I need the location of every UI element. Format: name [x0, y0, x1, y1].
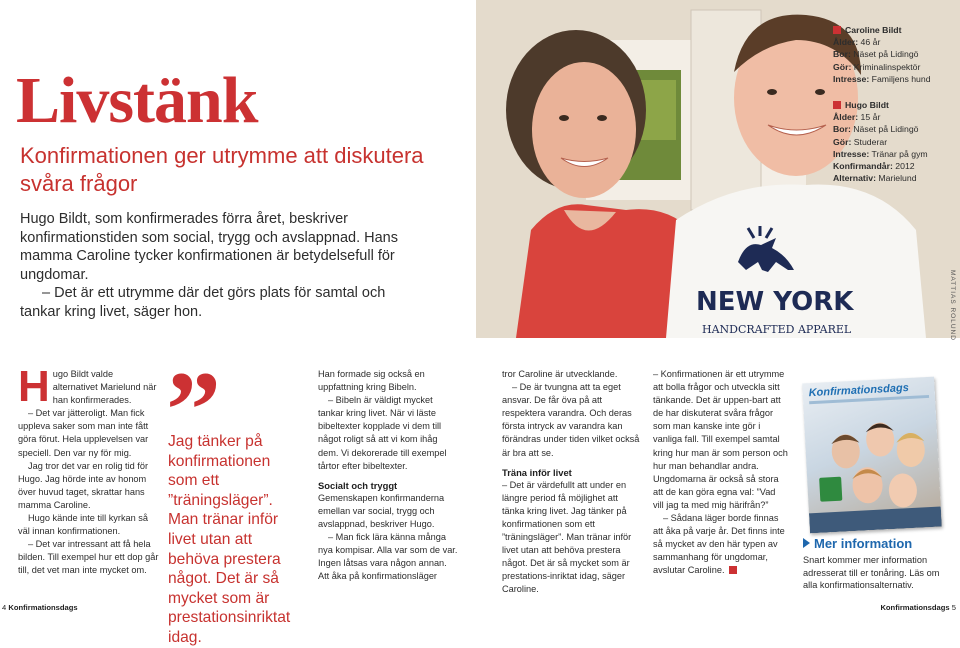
- subtitle: Konfirmationen ger utrymme att diskutera svåra frågor: [20, 143, 424, 196]
- article-paragraph: – Konfirmationen är ett utrymme att bolla frågor och utveckla sitt tänkande. Det är uppen-bart att de har diskuterat svåra frågor som man kanske inte gör i vanliga fall. Till exempel samtal kring hur man är som person och hur man behandlar andra. Ungdomarna är också så stora att de kan göra egna val: ”Vad vill jag ta med mig härifrån?”: [653, 369, 788, 510]
- more-info-heading: Mer information: [803, 536, 955, 552]
- article-paragraph: – Sådana läger borde finnas att åka på varje år. Det finns inte så mycket av den här typen av sammanhang för ungdomar, avslutar Caroline.: [653, 513, 785, 576]
- square-bullet-icon: [833, 101, 841, 109]
- fact-row: Gör: Kriminalinspektör: [833, 61, 921, 72]
- quote-mark-icon: [166, 370, 303, 426]
- article-paragraph: Han formade sig också en uppfattning kring Bibeln.: [318, 369, 425, 393]
- fact-row: Gör: Studerar: [833, 136, 888, 147]
- fact-row: Alternativ: Marielund: [833, 173, 917, 184]
- footer-label: Konfirmationsdags: [8, 603, 78, 612]
- footer-label: Konfirmationsdags: [880, 603, 950, 612]
- fact-row: Ålder: 15 år: [833, 112, 881, 123]
- article-column-3: [502, 368, 642, 597]
- magazine-cover-image: [802, 377, 942, 534]
- fact-row: Bor: Näset på Lidingö: [833, 49, 919, 60]
- shirt-text: NEW YORK: [696, 287, 854, 317]
- section-heading: Träna inför livet: [502, 466, 572, 478]
- more-info-box: [803, 536, 955, 592]
- article-paragraph: – De är tvungna att ta eget ansvar. De får öva på att respektera varandra. Och deras första intryck av varandra kan förändras under tiden vilket också är bra att se.: [502, 382, 640, 458]
- lead-quote: – Det är ett utrymme där det görs plats för samtal och tankar kring livet, säger hon.: [20, 285, 386, 320]
- article-column-1: [18, 362, 160, 578]
- profile-name-caroline: Caroline Bildt: [833, 24, 957, 36]
- lead-paragraph: Hugo Bildt, som konfirmerades förra året, beskriver konfirmationstiden som social, trygg och avslappnad. Hans mamma Caroline tycker konfirmationen är betydelsefull för ungdomar.: [20, 211, 398, 283]
- article-paragraph: Hugo Bildt valde alternativet Marielund när han konfirmerades.: [18, 362, 157, 411]
- article-column-4: [653, 368, 788, 578]
- article-paragraph: Hugo kände inte till kyrkan så väl innan konfirmationen.: [18, 513, 149, 537]
- article-paragraph: – Man fick lära känna många nya kompisar. Alla var som de var. Ingen låtsas vara någon annan. Att åka på konfirmationsläger: [318, 532, 458, 582]
- cover-title: Konfirmationsdags: [808, 381, 910, 400]
- photo-credit: MATTIAS ROLUND: [949, 270, 956, 341]
- article-paragraph: Gemenskapen konfirmanderna emellan var social, trygg och avslappnad, beskriver Hugo.: [318, 492, 445, 529]
- cover-photo: [802, 377, 942, 534]
- arrow-right-icon: [803, 538, 810, 548]
- fact-row: Intresse: Familjens hund: [833, 73, 931, 84]
- shirt-subtext: HANDCRAFTED APPAREL: [702, 323, 852, 336]
- fact-row: Konfirmandår: 2012: [833, 161, 915, 172]
- article-paragraph: – Det var jätteroligt. Man fick uppleva saker som man inte fått göra förut. Hela upplevelsen var speciell. Den var ny för mig.: [18, 408, 149, 458]
- article-column-2: [318, 368, 458, 583]
- end-mark-icon: [729, 566, 737, 574]
- page-number: 4: [2, 603, 7, 612]
- footer-left: [2, 603, 78, 612]
- footer-right: [880, 603, 956, 612]
- article-paragraph: tror Caroline är utvecklande.: [502, 369, 618, 379]
- fact-row: Intresse: Tränar på gym: [833, 148, 928, 159]
- profile-name-hugo: Hugo Bildt: [833, 99, 957, 111]
- drop-cap: H: [18, 362, 50, 411]
- article-paragraph: Jag tror det var en rolig tid för Hugo. Jag hörde inte av honom över huvud taget, skrattar hans mamma Caroline.: [18, 460, 149, 510]
- fact-row: Ålder: 46 år: [833, 37, 881, 48]
- article-paragraph: – Det är värdefullt att under en längre period få möjlighet att tänka kring livet. Jag tänker på konfirmationen som ett ”träningsläger”. Man tränar inför livet utan att behöva prestera något. Det är så mycket som är prestations-inriktat idag, säger Caroline.: [502, 479, 632, 595]
- square-bullet-icon: [833, 26, 841, 34]
- page-number: 5: [951, 603, 956, 612]
- article-paragraph: – Det var intressant att få hela bilden. Till exempel hur ett dop går till, det vet man inte mycket om.: [18, 539, 159, 576]
- more-info-text: Snart kommer mer information adresserat till er tonåring. Läs om alla konfirmationsalternativ.: [803, 555, 940, 591]
- pull-quote: [168, 370, 303, 648]
- pull-quote-text: Jag tänker på konfirmationen som ett ”träningsläger”. Man tränar inför livet utan att behöva prestera något. Det är så mycket som är prestationsinriktat idag.: [168, 433, 291, 646]
- lead-text: [20, 210, 400, 321]
- section-heading: Socialt och tryggt: [318, 479, 398, 491]
- profile-facts: [833, 24, 957, 184]
- page-title: Livstänk: [16, 64, 258, 137]
- article-paragraph: – Bibeln är väldigt mycket tankar kring livet. När vi läste bibeltexter kopplade vi dem till något roligt så att vi kom ihåg dem. Vi dekorerade till exempel tårtor efter bibeltexter.: [318, 395, 447, 471]
- fact-row: Bor: Näset på Lidingö: [833, 124, 919, 135]
